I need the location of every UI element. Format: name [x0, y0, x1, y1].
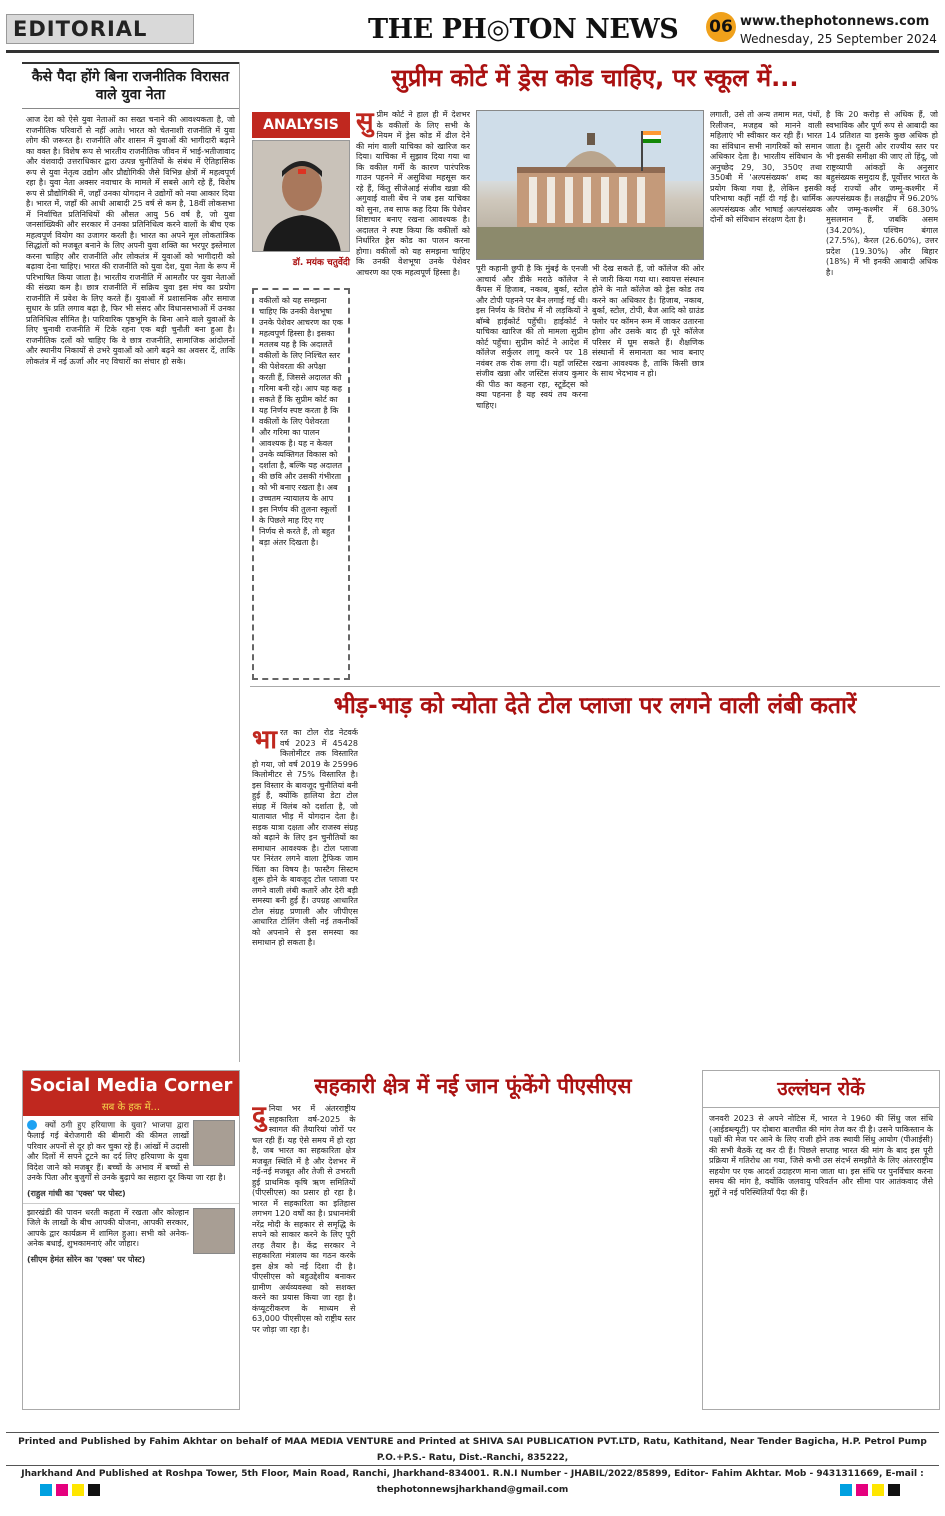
top-story-column-1: [356, 110, 470, 682]
top-story-text-3: भी देख सकते हैं, जो कॉलेज की ओर से जारी किया गया था। स्वायत्त संस्थान होने के नाते कॉलेज को ड्रेस कोड तय करने का अधिकार है। हिजाब, नकाब, बुर्का, स्टोल, टोपी, बैज आदि को ग्राउंड फ्लोर पर कॉमन रूम में जाकर उतारना होगा और उसके बाद ही पूरे कॉलेज परिसर में घूम सकते हैं। शैक्षणिक संस्थानों में समानता का भाव बनाए रखना आवश्यक है, ताकि किसी छात्र के साथ भेदभाव न हो।: [592, 264, 704, 378]
section-label: EDITORIAL: [6, 14, 194, 44]
social-post-1: [23, 1116, 239, 1188]
dropcap: दु: [252, 1104, 266, 1131]
imprint-footer: [6, 1432, 939, 1495]
hemant-soren-photo: [193, 1208, 235, 1254]
rahul-gandhi-photo: [193, 1120, 235, 1166]
color-swatch: [856, 1484, 868, 1496]
website-link[interactable]: www.thephotonnews.com: [740, 14, 930, 29]
author-name: डॉ. मयंक चतुर्वेदी: [292, 258, 350, 268]
toll-story-body: [252, 728, 938, 1058]
toll-story-text: रत का टोल रोड नेटवर्क वर्ष 2023 में 45428 किलोमीटर तक विस्तारित हो गया, जो वर्ष 2019 के 25996 किलोमीटर से 75% विस्तारित है। इस विस्तार के बावजूद चुनौतियां बनी हुई हैं, क्योंकि हालिया डेटा टोल संग्रह में विलंब को दर्शाता है, जो यातायात भीड़ में योगदान देता है। सड़क यात्रा दक्षता और राजस्व संग्रह को बढ़ाने के लिए इन चुनौतियों का समाधान आवश्यक है। टोल प्लाजा पर निरंतर लगने वाला ट्रैफिक जाम चिंता का विषय है। फास्टैग सिस्टम शुरू होने के बावजूद टोल प्लाजा पर लगने वाली लंबी कतारें और देरी बड़ी समस्या बनी हुई हैं। उपग्रह आधारित टोल संग्रह प्रणाली और जीपीएस आधारित टोलिंग जैसी नई तकनीकों को अपनाने से इस समस्या का समाधान हो सकता है।: [252, 728, 358, 947]
dropcap: सु: [356, 110, 374, 137]
top-story-text-4: लगाती, उसे तो अन्य तमाम मत, पंथों, रिलीजन, मजहब को मानने वाली महिलाएं भी स्वीकार कर रही हैं। भारत का संविधान सभी नागरिकों को समान अधिकार देता है। भारतीय संविधान के अनुच्छेद 29, 30, 350ए तथा 350बी में 'अल्पसंख्यक' शब्द का प्रयोग किया गया है, लेकिन इसकी परिभाषा कहीं नहीं दी गई है। धार्मिक अल्पसंख्यक और भाषाई अल्पसंख्यक दोनों को संविधान संरक्षण देता है।: [710, 110, 822, 224]
social-post-1-credit: (राहुल गांधी का 'एक्स' पर पोस्ट): [27, 1188, 126, 1198]
top-story-headline: सुप्रीम कोर्ट में ड्रेस कोड चाहिए, पर स्कूल में...: [391, 64, 799, 92]
paper-name: THE PH◎TON NEWS: [368, 14, 679, 45]
top-story-column-5: [826, 110, 938, 682]
publication-date: Wednesday, 25 September 2024: [740, 32, 937, 46]
social-post-2-text: झारखंडी की पावन धरती कहता में रखता और कोल्हान जिले के लाखों के बीच आपकी योजना, आपकी सरकार, आपके द्वार कार्यक्रम में शामिल हुआ। सभी को अनेक-अनेक बधाई, शुभकामनाएं और जोहार।: [27, 1207, 189, 1248]
dropcap: भा: [252, 728, 278, 755]
analysis-tag: ANALYSIS: [252, 112, 350, 138]
coop-story-body: [252, 1104, 696, 1422]
imprint-line-2: Jharkhand And Published at Roshpa Tower, 5th Floor, Main Road, Ranchi, Jharkhand-834001. R.N.I Number - JHABIL/2022/85899, Editor- Fahim Akhtar. Mob - 9431311669, E-mail : thephotonnewsjharkhand@gmail.com: [21, 1469, 924, 1495]
x-post-icon: [27, 1120, 37, 1130]
author-portrait-icon: [253, 141, 350, 252]
violation-headline: उल्लंघन रोकें: [703, 1071, 939, 1108]
social-corner-subtitle: सब के हक में...: [23, 1099, 239, 1116]
color-swatch: [888, 1484, 900, 1496]
header-divider: [6, 50, 939, 53]
left-article-body: आज देश को ऐसे युवा नेताओं का सख्त चनाने की आवश्यकता है, जो राजनीतिक परिवारों से नहीं आते। भारत को चेतनाशी राजनीति में युवा लोग की जरूरत है। राजनीति और शासन में युवाओं की भागीदारी बढ़ाने का वक्त है। विशेष रूप से भारतीय राजनीतिक जीवन में भाई-भतीजावाद और वंशवादी उत्तराधिकार द्वारा उत्पन्न चुनौतियों के संबंध में ऐतिहासिक रूप से युवा नेतृत्व उद्योग और प्रौद्योगिकी जैसे विभिन्न क्षेत्रों में महत्वपूर्ण रहा है। युवा नेता अक्सर नवाचार के मामले में सबसे आगे रहे हैं, विशेष रूप से प्रौद्योगिकी में, जहाँ उनका योगदान ने उद्योगों को नया आकार दिया है। भारत में, जहाँ की आधी आबादी 25 वर्ष से कम है, 18वीं लोकसभा में निर्वाचित प्रतिनिधियों की औसत आयु 56 वर्ष है, जो युवा जनसांख्यिकी और सरकार में उनका प्रतिनिधित्व करने वालों के बीच एक महत्वपूर्ण वियोग का उजागर करती है। भारत का अपने मूल लोकतांत्रिक सिद्धांतों को मजबूत बनाने के लिए अपनी युवा शक्ति का भरपूर इस्तेमाल करना चाहिए और राजनीति और लोकतंत्र में युवाओं को भागीदारी को बढ़ावा देना चाहिए। भारत की राजनीति को युवा देश, युवा नेता के रूप में परिभाषित किया जाता है। भारतीय राजनीति में आमतौर पर युवा नेताओं की संख्या कम है। छात्र राजनीति में सक्रिय युवा इस मंच का प्रयोग राजनीति में प्रवेश के लिए करते हैं। युवाओं में प्रशासनिक और समाज सुधार के प्रति लगाव बढ़ा है, फिर भी संसद और विधानसभाओं में उनका प्रतिनिधित्व सीमित है। पारिवारिक पृष्ठभूमि के बिना आने वाले युवाओं के लिए चुनावी राजनीति में टिके रहना एक बड़ी चुनौती बना हुआ है। राजनीतिक दलों को चाहिए कि वे छात्र राजनीति, सामाजिक आंदोलनों और स्थानीय निकायों से उभरे युवाओं को आगे बढ़ने का अवसर दें, ताकि लोकतंत्र में नई ऊर्जा और नए विचारों का संचार हो सके।: [26, 115, 235, 366]
pull-quote: वकीलों को यह समझना चाहिए कि उनकी वेशभूषा उनके पेशेवर आचरण का एक महत्वपूर्ण हिस्सा है। इसका मतलब यह है कि अदालतें वकीलों के लिए निश्चित स्तर की पेशेवरता की अपेक्षा करती हैं, जिससे अदालत की गरिमा बनी रहे। आप यह कह सकते हैं कि सुप्रीम कोर्ट का यह निर्णय स्पष्ट करता है कि वकीलों के लिए पेशेवरता और गरिमा का पालन आवश्यक है। यह न केवल उनके व्यक्तिगत विकास को दर्शाता है, बल्कि यह अदालत की छवि और उसकी गंभीरता को भी बनाए रखता है। अब उच्चतम न्यायालय के आप इस निर्णय की तुलना स्कूलों के पिछले माह दिए गए निर्णय से करते हैं, तो बहुत बड़ा अंतर दिखता है।: [252, 288, 350, 680]
supreme-court-photo: [476, 110, 704, 260]
color-swatch: [40, 1484, 52, 1496]
social-post-2: [23, 1203, 239, 1254]
left-article-title: कैसे पैदा होंगे बिना राजनीतिक विरासत वाले युवा नेता: [22, 62, 239, 109]
color-swatch: [840, 1484, 852, 1496]
masthead: [0, 0, 945, 54]
page-number: 06: [706, 12, 736, 42]
coop-story-headline: सहकारी क्षेत्र में नई जान फूंकेंगे पीएसीएस: [314, 1074, 632, 1098]
print-registration-bar: [0, 1482, 945, 1498]
top-story-column-4: [710, 110, 822, 682]
color-swatch: [56, 1484, 68, 1496]
color-swatch: [872, 1484, 884, 1496]
court-building-icon: [477, 111, 704, 260]
author-photo: [252, 140, 350, 252]
top-story-column-2: [476, 264, 588, 682]
imprint-line-1: Printed and Published by Fahim Akhtar on behalf of MAA MEDIA VENTURE and Printed at SHIVA SAI PUBLICATION PVT.LTD, Ratu, Kathitand, Near Tender Bagicha, H.P. Petrol Pump P.O.+P.S.- Ratu, Dist.-Ranchi, 835222,: [18, 1437, 927, 1463]
color-swatch: [72, 1484, 84, 1496]
left-article: [22, 62, 240, 1062]
coop-story-text: निया भर में अंतरराष्ट्रीय सहकारिता वर्ष-2025 के स्वागत की तैयारियां जोरों पर चल रही हैं। यह ऐसे समय में हो रहा है, जब भारत का सहकारिता क्षेत्र मजबूत स्थिति में है और देशभर में नई-नई मजबूत और तेजी से उभरती हुई प्राथमिक कृषि ऋण समितियों (पीएसीएस) का प्रसार हो रहा है। भारत में सहकारिता का इतिहास लगभग 120 वर्षों का है। प्रधानमंत्री नरेंद्र मोदी के सहकार से समृद्धि के सपने को साकार करने के लिए पूरी तरह तैयार है। केंद्र सरकार ने सहकारिता मंत्रालय का गठन करके इस क्षेत्र को नई दिशा दी है। पीएसीएस को बहुउद्देशीय बनाकर ग्रामीण अर्थव्यवस्था को सशक्त करने का प्रयास किया जा रहा है। कंप्यूटरीकरण के माध्यम से 63,000 पीएसीएस को राष्ट्रीय स्तर पर जोड़ा जा रहा है।: [252, 1104, 356, 1334]
social-post-2-credit: (सीएम हेमंत सोरेन का 'एक्स' पर पोस्ट): [27, 1254, 146, 1264]
top-story-text-5: है कि 20 करोड़ से अधिक हैं, जो स्वभाविक और पूर्ण रूप से आबादी का 14 प्रतिशत या इसके कुछ अधिक हो जाता है। दूसरी ओर राज्यीय स्तर पर भी इसकी समीक्षा की जाए तो हिंदू, जो राष्ट्रव्यापी आंकड़ों के अनुसार बहुसंख्यक समुदाय हैं, पूर्वोत्तर भारत के कई राज्यों और जम्मू-कश्मीर में अल्पसंख्यक हैं। लक्षद्वीप में 96.20% और जम्मू-कश्मीर में 68.30% मुसलमान हैं, जबकि असम (34.20%), पश्चिम बंगाल (27.5%), केरल (26.60%), उत्तर प्रदेश (19.30%) और बिहार (18%) में भी इनकी आबादी अधिक है।: [826, 110, 938, 277]
color-swatch: [88, 1484, 100, 1496]
violation-box: [702, 1070, 940, 1410]
top-story-text-1: प्रीम कोर्ट ने हाल ही में देशभर के वकीलों के लिए सभी के नियम में ड्रेस कोड में ढील देने की मांग वाली याचिका को खारिज कर दिया। याचिका में सुझाव दिया गया था कि वकील गर्मी के कारण पारंपरिक गाउन पहनने में असुविधा महसूस कर रहे हैं, किंतु सीजेआई संजीव खन्ना की अगुवाई वाली बेंच ने जब इस याचिका को सुना, तब साफ कह दिया कि पेशेवर शिष्टाचार बनाए रखना आवश्यक है। अदालत ने स्पष्ट किया कि वकीलों को निर्धारित ड्रेस कोड का पालन करना होगा। वकीलों को यह समझना चाहिए कि उनकी वेशभूषा उनके पेशेवर आचरण का एक महत्वपूर्ण हिस्सा है।: [356, 110, 470, 277]
violation-text: जनवरी 2023 से अपने नोटिस में, भारत ने 1960 की सिंधु जल संधि (आईडब्ल्यूटी) पर दोबारा बातचीत की मांग तेज कर दी है। उसने पाकिस्तान के पक्षों की मेज पर आने के लिए राजी होने तक स्थायी सिंधु आयोग (पीआईसी) की सभी बैठकें रद्द कर दी हैं। पिछले सप्ताह भारत की मांग के बाद इस पूरी प्रक्रिया में गतिरोध आ गया, जिसे कभी उस संदर्भ समझौते के लिए अंतरराष्ट्रीय सहयोग पर एक आदर्श उदाहरण माना जाता था। इस संधि पर पुनर्विचार करना समय की मांग है, क्योंकि जलवायु परिवर्तन और सीमा पार आतंकवाद जैसे मुद्दों ने नई परिस्थितियाँ पैदा की हैं।: [709, 1114, 933, 1197]
top-story-text-2: पूरी कहानी छुपी है कि मुंबई के एनजी आचार्य और डीके मराठे कॉलेज ने कैंपस में हिजाब, नकाब, बुर्का, स्टोल और टोपी पहनने पर बैन लगाई गई थी। इस निर्णय के विरोध में नौ लड़कियों ने बॉम्बे हाईकोर्ट पहुँची। हाईकोर्ट ने याचिका खारिज की तो मामला सुप्रीम कोर्ट पहुँचा। सुप्रीम कोर्ट ने आदेश में कॉलेज सर्कुलर लागू करने पर 18 नवंबर तक रोक लगा दी। यहाँ जस्टिस संजीव खन्ना और जस्टिस संजय कुमार की पीठ का कहना रहा, स्टूडेंट्स को क्या पहनना है यह स्वयं तय करना चाहिए।: [476, 264, 588, 410]
social-corner-title: Social Media Corner: [23, 1071, 239, 1099]
social-post-1-text: क्यों ठगी हुए हरियाणा के युवा? भाजपा द्वारा फैलाई गई बेरोजगारी की बीमारी की कीमत लाखों परिवार अपनों से दूर हो कर चुका रहे हैं। आंखों में उदासी और दिलों में सपने टूटने का दर्द लिए हरियाणा के युवा विदेश जाने को मजबूर हैं। बच्चों के अभाव में बच्चों से उनके पिता और बुजुर्गों से उनके बुढ़ापे का सहारा दूर किया जा रहा है।: [27, 1120, 226, 1182]
toll-story-headline: भीड़-भाड़ को न्योता देते टोल प्लाजा पर लगने वाली लंबी कतारें: [250, 686, 940, 721]
social-media-corner: [22, 1070, 240, 1410]
top-story-column-3: [592, 264, 704, 682]
